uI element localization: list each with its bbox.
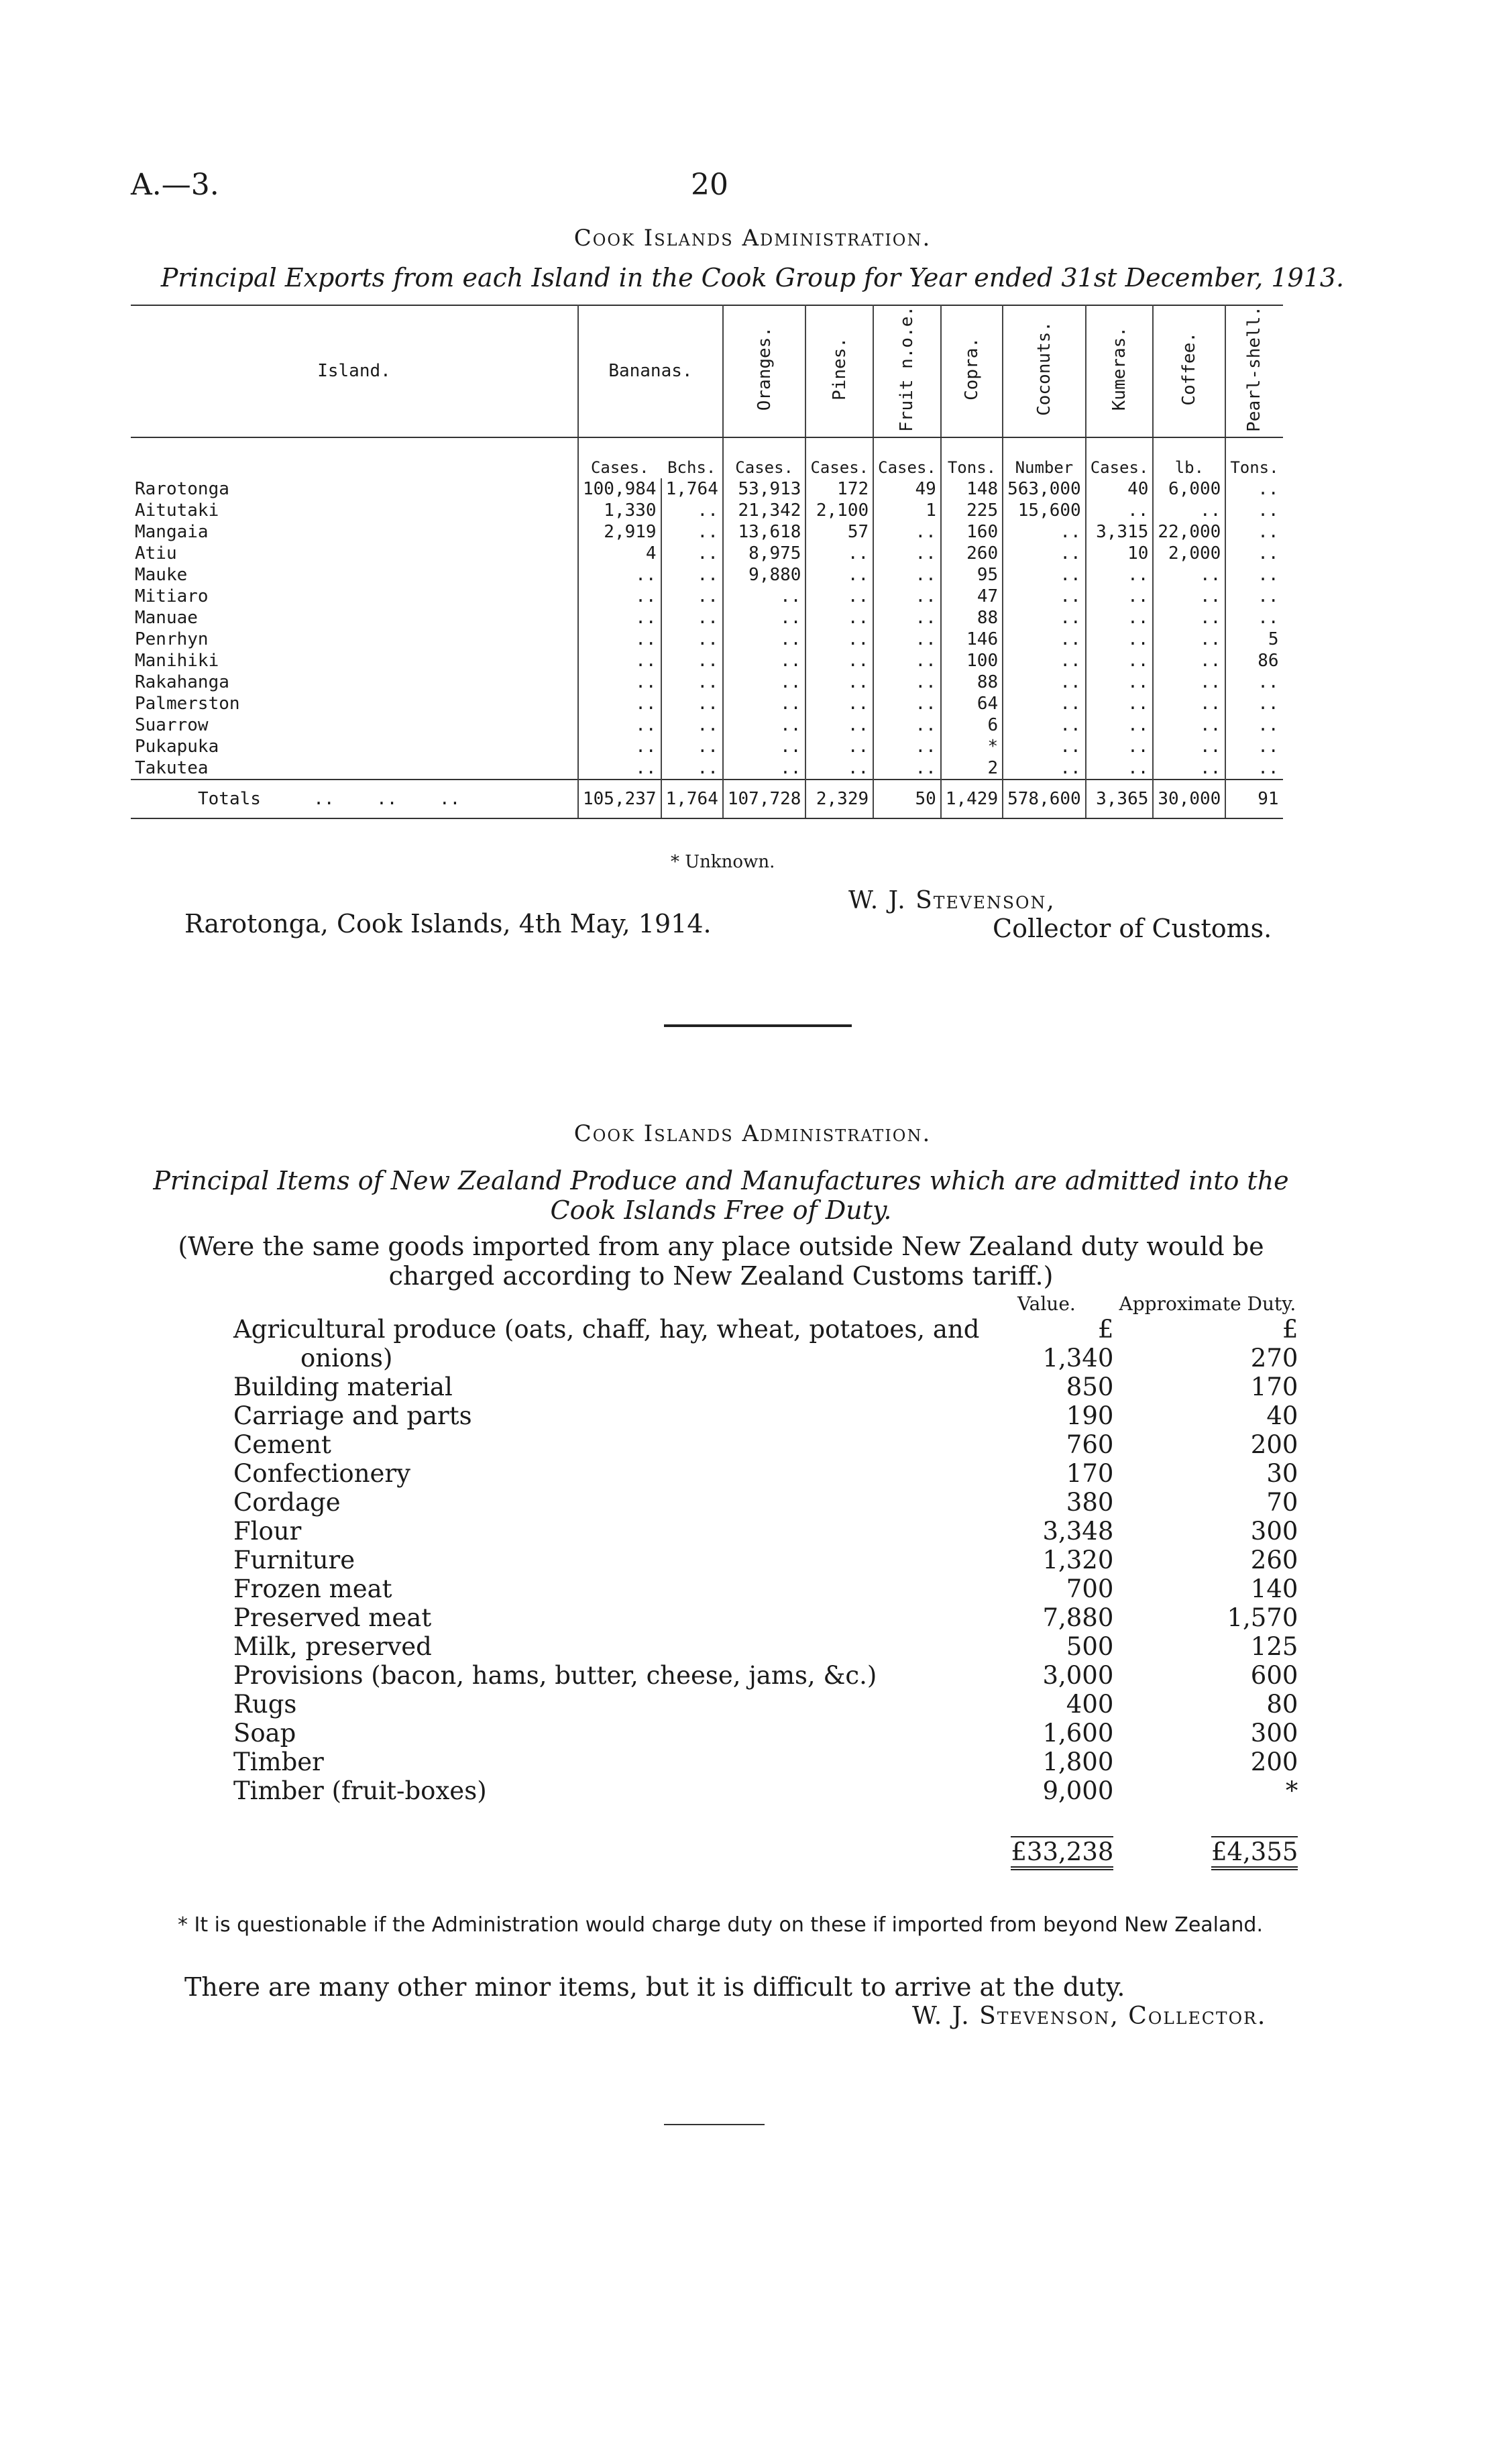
table-cell: .. [1258,736,1279,757]
list-item [233,1430,1321,1459]
table-cell: .. [1153,757,1225,780]
table-cell: * [941,736,1003,757]
table-row [131,607,1283,629]
table-cell: 1,330 [578,500,661,521]
table-cell: .. [1258,521,1279,542]
item-duty: 300 [1250,1718,1298,1748]
table-cell: .. [805,650,873,672]
page-number: 20 [691,168,728,202]
place-date: Rarotonga, Cook Islands, 4th May, 1914. [184,909,712,939]
table-cell: .. [873,564,941,586]
value-header: Value. [1017,1292,1076,1315]
table-cell: .. [1258,714,1279,735]
table-cell: .. [1258,478,1279,499]
table-cell: 100,984 [578,478,661,500]
table-cell: .. [723,693,806,714]
table-cell: .. [661,543,723,564]
col-pearl-shell: Pearl-shell. [1225,305,1282,437]
item-name: Milk, preserved [233,1631,432,1661]
table-cell: .. [1003,714,1086,736]
col-oranges: Oranges. [723,305,806,437]
col-pines: Pines. [805,305,873,437]
table-cell: .. [873,757,941,780]
table-cell: .. [723,672,806,693]
table-cell: 40 [1086,478,1154,500]
island-name: Atiu [131,543,578,564]
item-name: Frozen meat [233,1574,392,1603]
item-value: 1,340 [1042,1343,1114,1373]
table-row [131,629,1283,650]
item-value: 9,000 [1042,1776,1114,1805]
item-name: Rugs [233,1689,297,1719]
table-cell: .. [1086,714,1154,736]
table-cell: .. [873,693,941,714]
nz-total-row [233,1805,1321,1866]
item-name: Cement [233,1430,331,1459]
item-name: Provisions (bacon, hams, butter, cheese, jams, &c.) [233,1660,877,1690]
table-cell: .. [873,714,941,736]
item-duty: 140 [1250,1574,1298,1603]
table-cell: .. [1258,757,1279,778]
table-cell: .. [805,757,873,780]
table-cell: .. [805,607,873,629]
island-name: Mauke [131,564,578,586]
list-item [233,1719,1321,1748]
col-island: Island. [131,305,578,437]
table-cell: .. [661,521,723,543]
table-cell: .. [661,736,723,757]
item-name: Agricultural produce (oats, chaff, hay, wheat, potatoes, and [233,1314,980,1344]
table-cell: 2 [941,757,1003,780]
item-duty: * [1285,1776,1298,1805]
table-cell: 563,000 [1003,478,1086,500]
table-cell: .. [1086,500,1154,521]
table-cell: .. [805,714,873,736]
table-cell: 21,342 [723,500,806,521]
item-value: 700 [1066,1574,1114,1603]
list-item [233,1603,1321,1632]
list-item [233,1315,1321,1344]
table-cell: .. [723,650,806,672]
exports-table [131,305,1283,819]
col-fruit-noe: Fruit n.o.e. [873,305,941,437]
table-cell: 9,880 [723,564,806,586]
table-cell: .. [1153,607,1225,629]
table-cell: .. [578,650,661,672]
island-name: Penrhyn [131,629,578,650]
table-cell: .. [805,736,873,757]
table-cell: 5 [1268,629,1279,649]
item-name: Timber (fruit-boxes) [233,1776,487,1805]
table-row [131,478,1283,500]
table-cell: .. [873,521,941,543]
list-item [233,1344,1321,1373]
list-item [233,1546,1321,1574]
table-row [131,757,1283,780]
table-cell: 10 [1086,543,1154,564]
item-value: 1,320 [1042,1545,1114,1574]
table-cell: .. [578,607,661,629]
exports-subtitle: Principal Exports from each Island in the Cook Group for Year ended 31st December, 1913. [160,263,1345,292]
table-cell: .. [578,564,661,586]
table-cell: .. [1258,543,1279,564]
table-row [131,736,1283,757]
item-name: Furniture [233,1545,355,1574]
table-cell: .. [578,714,661,736]
table-cell: 6,000 [1153,478,1225,500]
table-cell: .. [578,586,661,607]
item-duty: 270 [1250,1343,1298,1373]
table-cell: .. [805,693,873,714]
item-duty: 70 [1266,1487,1298,1517]
end-rule [664,2124,765,2125]
nz-heading: Cook Islands Administration. [573,1120,932,1147]
list-item [233,1661,1321,1690]
table-cell: .. [873,650,941,672]
table-cell: .. [873,629,941,650]
table-cell: .. [1258,607,1279,628]
table-cell: .. [661,672,723,693]
table-cell: .. [723,586,806,607]
table-cell: .. [1086,672,1154,693]
table-cell: .. [661,607,723,629]
table-cell: .. [1086,629,1154,650]
item-value: 7,880 [1042,1603,1114,1632]
table-cell: .. [723,736,806,757]
table-cell: .. [1258,693,1279,714]
item-duty: £ [1282,1314,1298,1344]
total-duty: £4,355 [1211,1836,1298,1870]
table-cell: 160 [941,521,1003,543]
table-cell: .. [578,736,661,757]
table-cell: 4 [578,543,661,564]
table-cell: .. [1003,521,1086,543]
item-value: 1,600 [1042,1718,1114,1748]
item-value: 850 [1066,1372,1114,1401]
table-cell: 2,000 [1153,543,1225,564]
table-row [131,586,1283,607]
units-row: Cases. Bchs. Cases. Cases. Cases. Tons. Number Cases. lb. Tons. [131,437,1283,478]
table-cell: .. [1086,607,1154,629]
item-name: Flour [233,1516,302,1546]
item-value: 760 [1066,1430,1114,1459]
signature-name: W. J. Stevenson, [848,887,1056,914]
table-cell: 57 [805,521,873,543]
item-value: 500 [1066,1631,1114,1661]
table-cell: 8,975 [723,543,806,564]
col-copra: Copra. [941,305,1003,437]
table-row [131,521,1283,543]
table-row [131,650,1283,672]
table-cell: 6 [941,714,1003,736]
table-cell: .. [873,543,941,564]
table-row [131,543,1283,564]
item-name: Building material [233,1372,453,1401]
table-row [131,693,1283,714]
table-cell: 1,764 [661,478,723,500]
table-cell: 95 [941,564,1003,586]
island-name: Takutea [131,757,578,780]
item-name: onions) [300,1343,393,1373]
item-value: £ [1097,1314,1114,1344]
list-item [233,1632,1321,1661]
item-duty: 600 [1250,1660,1298,1690]
list-item [233,1574,1321,1603]
table-cell: 260 [941,543,1003,564]
list-item [233,1517,1321,1546]
col-coffee: Coffee. [1153,305,1225,437]
table-cell: .. [578,693,661,714]
table-cell: 225 [941,500,1003,521]
table-cell: .. [1258,500,1279,521]
table-cell: .. [873,586,941,607]
table-cell: .. [1153,672,1225,693]
table-cell: 88 [941,607,1003,629]
table-cell: .. [661,650,723,672]
item-name: Carriage and parts [233,1401,472,1430]
list-item [233,1690,1321,1719]
item-value: 400 [1066,1689,1114,1719]
item-name: Confectionery [233,1458,411,1488]
section-divider [664,1024,852,1027]
item-duty: 80 [1266,1689,1298,1719]
table-cell: .. [661,714,723,736]
table-cell: .. [723,629,806,650]
table-cell: .. [1003,629,1086,650]
table-cell: .. [1153,629,1225,650]
table-cell: .. [1153,714,1225,736]
island-name: Pukapuka [131,736,578,757]
table-cell: 13,618 [723,521,806,543]
totals-row: Totals .. .. .. 105,237 1,764 107,728 2,329 50 1,429 578,600 3,365 30,000 91 [131,780,1283,818]
island-name: Mangaia [131,521,578,543]
table-cell: .. [578,672,661,693]
table-cell: .. [805,564,873,586]
table-cell: 146 [941,629,1003,650]
table-cell: .. [1003,543,1086,564]
item-duty: 170 [1250,1372,1298,1401]
island-name: Manuae [131,607,578,629]
island-name: Palmerston [131,693,578,714]
nz-note-paren: (Were the same goods imported from any place outside New Zealand duty would be charged according to New Zealand Customs tariff.) [178,1232,1264,1291]
table-row [131,564,1283,586]
item-value: 1,800 [1042,1747,1114,1776]
item-duty: 1,570 [1227,1603,1298,1632]
nz-subtitle: Principal Items of New Zealand Produce and Manufactures which are admitted into the Cook Islands Free of Duty. [153,1166,1289,1225]
table-cell: .. [873,736,941,757]
table-cell: .. [1153,586,1225,607]
table-cell: .. [1086,693,1154,714]
table-row [131,714,1283,736]
table-cell: .. [1003,672,1086,693]
table-cell: .. [1153,564,1225,586]
list-item [233,1488,1321,1517]
list-item [233,1373,1321,1401]
item-value: 380 [1066,1487,1114,1517]
table-cell: .. [1086,650,1154,672]
table-cell: .. [661,586,723,607]
table-cell: .. [805,586,873,607]
table-cell: .. [1258,672,1279,692]
signature-title: Collector of Customs. [993,914,1272,943]
item-name: Soap [233,1718,296,1748]
table-cell: 49 [873,478,941,500]
item-duty: 200 [1250,1747,1298,1776]
table-cell: .. [723,607,806,629]
item-duty: 300 [1250,1516,1298,1546]
duty-header: Approximate Duty. [1119,1292,1296,1315]
item-name: Preserved meat [233,1603,432,1632]
table-cell: 88 [941,672,1003,693]
table-cell: 2,919 [578,521,661,543]
item-duty: 200 [1250,1430,1298,1459]
table-cell: .. [1003,757,1086,780]
table-cell: .. [723,714,806,736]
item-value: 190 [1066,1401,1114,1430]
item-name: Timber [233,1747,324,1776]
table-cell: 53,913 [723,478,806,500]
table-cell: .. [873,607,941,629]
item-duty: 30 [1266,1458,1298,1488]
table-cell: .. [805,629,873,650]
signature-collector: W. J. Stevenson, Collector. [912,2002,1267,2030]
table-cell: 47 [941,586,1003,607]
island-name: Mitiaro [131,586,578,607]
minor-items-note: There are many other minor items, but it is difficult to arrive at the duty. [184,1972,1125,2002]
table-cell: .. [1003,736,1086,757]
exports-footnote: * Unknown. [671,852,775,872]
list-item [233,1748,1321,1776]
list-item [233,1776,1321,1805]
page-reference: A.—3. [131,168,219,202]
table-cell: 1 [873,500,941,521]
table-cell: .. [1258,586,1279,606]
nz-footnote: * It is questionable if the Administration would charge duty on these if imported from beyond New Zealand. [178,1913,1263,1937]
table-cell: .. [1086,564,1154,586]
table-cell: .. [1258,564,1279,585]
table-cell: .. [1003,564,1086,586]
table-cell: .. [1153,736,1225,757]
table-cell: .. [661,693,723,714]
list-item [233,1401,1321,1430]
table-cell: .. [805,672,873,693]
table-cell: .. [1153,693,1225,714]
table-cell: .. [661,629,723,650]
nz-items-table [233,1287,1321,1866]
table-cell: .. [1003,693,1086,714]
table-cell: 86 [1258,650,1279,671]
list-item [233,1459,1321,1488]
table-cell: 148 [941,478,1003,500]
island-name: Aitutaki [131,500,578,521]
table-cell: .. [661,757,723,780]
table-cell: 64 [941,693,1003,714]
island-name: Rarotonga [131,478,578,500]
item-value: 3,348 [1042,1516,1114,1546]
item-name: Cordage [233,1487,341,1517]
table-cell: .. [873,672,941,693]
table-cell: .. [805,543,873,564]
col-kumeras: Kumeras. [1086,305,1154,437]
table-cell: .. [1003,650,1086,672]
table-cell: .. [1086,586,1154,607]
item-value: 3,000 [1042,1660,1114,1690]
item-duty: 260 [1250,1545,1298,1574]
island-name: Suarrow [131,714,578,736]
nz-header-row [233,1287,1321,1315]
col-coconuts: Coconuts. [1003,305,1086,437]
island-name: Manihiki [131,650,578,672]
exports-heading: Cook Islands Administration. [573,225,932,252]
table-cell: .. [578,629,661,650]
totals-label: Totals .. .. .. [131,780,578,818]
item-duty: 125 [1250,1631,1298,1661]
table-cell: .. [1086,736,1154,757]
col-bananas: Bananas. [578,305,723,437]
table-cell: .. [1003,607,1086,629]
table-cell: 15,600 [1003,500,1086,521]
table-cell: .. [1153,500,1225,521]
table-cell: 3,315 [1086,521,1154,543]
table-cell: .. [723,757,806,780]
item-duty: 40 [1266,1401,1298,1430]
table-cell: .. [1086,757,1154,780]
table-cell: .. [1153,650,1225,672]
island-name: Rakahanga [131,672,578,693]
table-cell: .. [661,564,723,586]
item-value: 170 [1066,1458,1114,1488]
table-row [131,500,1283,521]
table-cell: .. [1003,586,1086,607]
table-cell: 2,100 [805,500,873,521]
table-cell: .. [578,757,661,780]
table-cell: 172 [805,478,873,500]
table-cell: .. [661,500,723,521]
table-cell: 22,000 [1153,521,1225,543]
table-cell: 100 [941,650,1003,672]
table-row [131,672,1283,693]
total-value: £33,238 [1011,1836,1113,1870]
